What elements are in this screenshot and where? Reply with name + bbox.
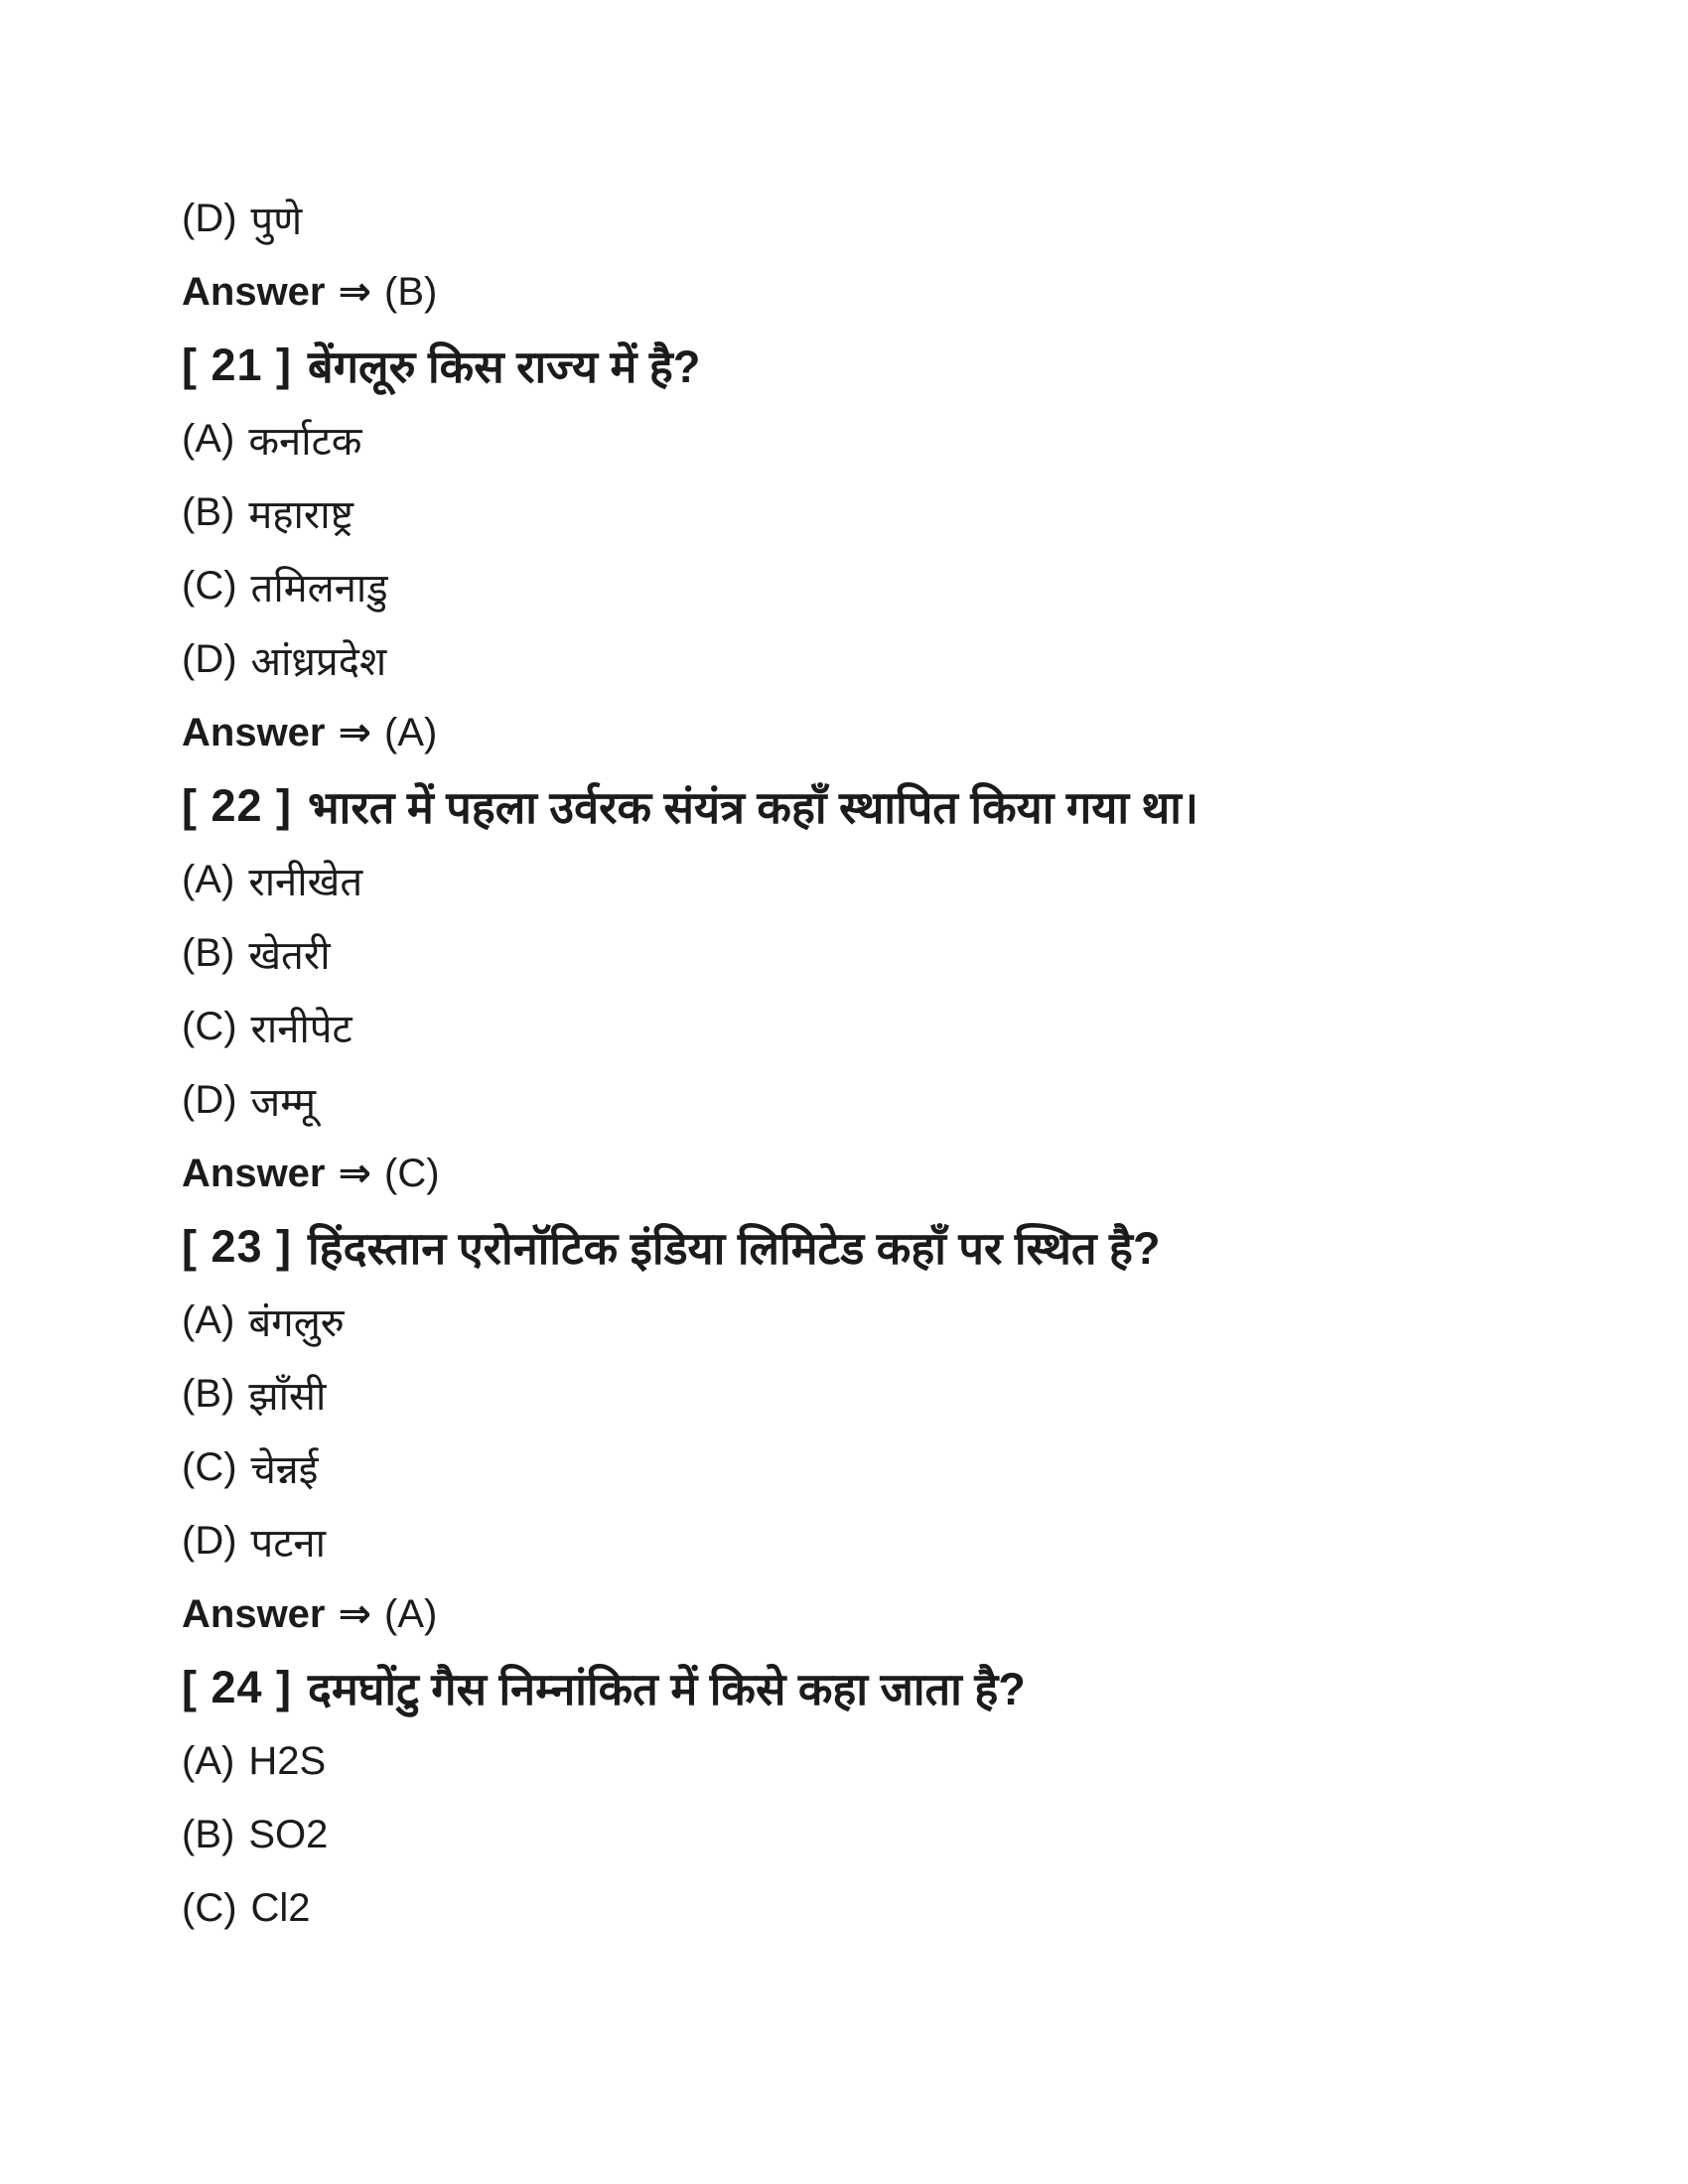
option-label: (A) — [182, 857, 235, 901]
option-text: जम्मू — [250, 1080, 317, 1125]
option-line — [182, 1724, 1609, 1798]
answer-line — [182, 696, 1609, 769]
option-line — [182, 1798, 1609, 1871]
question-heading — [182, 769, 1609, 843]
answer-value: (C) — [384, 1151, 440, 1195]
answer-line — [182, 1137, 1609, 1210]
option-label: (B) — [182, 489, 235, 534]
option-line — [182, 843, 1609, 916]
option-line — [182, 1504, 1609, 1577]
option-text: तमिलनाडु — [250, 566, 388, 611]
answer-arrow-icon: ⇒ — [338, 270, 372, 314]
answer-value: (B) — [384, 269, 438, 314]
option-text: महाराष्ट्र — [248, 492, 353, 537]
option-text: आंध्रप्रदेश — [250, 639, 387, 684]
option-line — [182, 1063, 1609, 1137]
question-title: भारत में पहला उर्वरक संयंत्र कहाँ स्थापित किया गया था। — [308, 781, 1198, 833]
option-line — [182, 1871, 1609, 1945]
option-text: रानीखेत — [248, 860, 363, 904]
question-title: दमघोंटु गैस निम्नांकित में किसे कहा जाता है? — [308, 1663, 1026, 1714]
question-number: [ 22 ] — [182, 780, 293, 831]
question-title: हिंदस्तान एरोनॉटिक इंडिया लिमिटेड कहाँ पर स्थित है? — [308, 1222, 1161, 1274]
option-line — [182, 1357, 1609, 1431]
answer-label: Answer — [182, 1591, 326, 1636]
question-number: [ 24 ] — [182, 1662, 293, 1712]
option-label: (B) — [182, 930, 235, 975]
answer-line — [182, 1577, 1609, 1651]
answer-value: (A) — [384, 1591, 438, 1636]
option-label: (D) — [182, 1518, 237, 1563]
option-label: (D) — [182, 636, 237, 681]
answer-label: Answer — [182, 1151, 326, 1195]
option-label: (D) — [182, 196, 237, 240]
option-label: (C) — [182, 1004, 237, 1048]
option-label: (D) — [182, 1077, 237, 1122]
option-text: पुणे — [250, 199, 303, 243]
answer-label: Answer — [182, 269, 326, 314]
option-line — [182, 990, 1609, 1063]
option-label: (C) — [182, 563, 237, 608]
option-text: रानीपेट — [250, 1007, 352, 1051]
option-label: (A) — [182, 1738, 235, 1783]
option-text: Cl2 — [250, 1885, 311, 1930]
answer-arrow-icon: ⇒ — [338, 711, 372, 754]
option-label: (A) — [182, 1297, 235, 1342]
option-line — [182, 622, 1609, 696]
option-text: कर्नाटक — [248, 419, 362, 464]
question-number: [ 23 ] — [182, 1221, 293, 1272]
option-label: (B) — [182, 1812, 235, 1856]
option-line — [182, 476, 1609, 549]
answer-arrow-icon: ⇒ — [338, 1152, 372, 1195]
option-text: झाँसी — [248, 1374, 327, 1419]
option-text: चेन्नई — [250, 1447, 319, 1492]
question-heading — [182, 329, 1609, 402]
option-line — [182, 916, 1609, 990]
option-line — [182, 549, 1609, 622]
option-text: पटना — [250, 1521, 326, 1566]
option-line — [182, 182, 1609, 255]
option-text: H2S — [248, 1738, 327, 1783]
option-label: (C) — [182, 1885, 237, 1930]
answer-value: (A) — [384, 710, 438, 754]
question-heading — [182, 1651, 1609, 1724]
option-line — [182, 1431, 1609, 1504]
question-title: बेंगलूरु किस राज्य में है? — [308, 341, 701, 392]
option-text: बंगलुरु — [248, 1300, 345, 1345]
option-text: SO2 — [248, 1812, 329, 1856]
option-label: (C) — [182, 1444, 237, 1489]
option-line — [182, 402, 1609, 476]
answer-arrow-icon: ⇒ — [338, 1592, 372, 1636]
question-number: [ 21 ] — [182, 340, 293, 390]
option-line — [182, 1284, 1609, 1357]
answer-line — [182, 255, 1609, 329]
option-label: (B) — [182, 1371, 235, 1416]
answer-label: Answer — [182, 710, 326, 754]
question-heading — [182, 1210, 1609, 1284]
option-label: (A) — [182, 416, 235, 461]
option-text: खेतरी — [248, 933, 331, 978]
